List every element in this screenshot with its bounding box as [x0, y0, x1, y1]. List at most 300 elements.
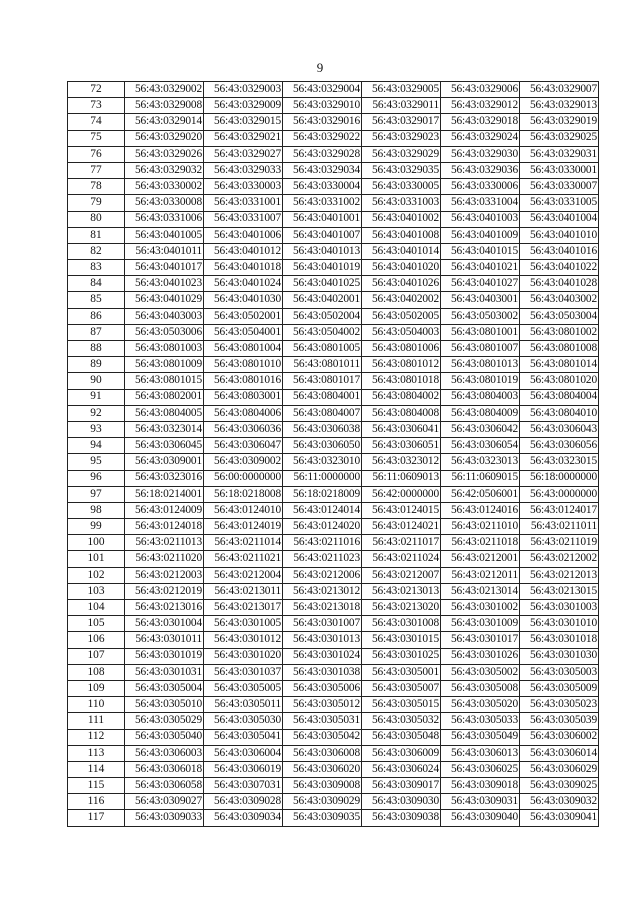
- row-number-cell: 95: [68, 454, 125, 470]
- table-row: [68, 162, 599, 178]
- table-body: [68, 82, 599, 827]
- table-row: [68, 243, 599, 259]
- cadastral-number-cell: 56:43:0212006: [283, 567, 362, 583]
- cadastral-number-cell: 56:43:0301019: [125, 648, 204, 664]
- row-number-cell: 74: [68, 114, 125, 130]
- page-number: 9: [316, 60, 324, 75]
- cadastral-number-cell: 56:43:0323016: [125, 470, 204, 486]
- table-row: [68, 454, 599, 470]
- table-row: [68, 583, 599, 599]
- cadastral-number-cell: 56:43:0309002: [204, 454, 283, 470]
- row-number-cell: 85: [68, 292, 125, 308]
- cadastral-number-cell: 56:43:0211011: [520, 519, 599, 535]
- cadastral-number-cell: 56:43:0305011: [204, 697, 283, 713]
- cadastral-number-cell: 56:43:0309030: [362, 794, 441, 810]
- cadastral-number-cell: 56:43:0211016: [283, 535, 362, 551]
- cadastral-number-cell: 56:43:0301024: [283, 648, 362, 664]
- row-number-cell: 101: [68, 551, 125, 567]
- cadastral-number-cell: 56:43:0301018: [520, 632, 599, 648]
- cadastral-number-cell: 56:43:0212007: [362, 567, 441, 583]
- cadastral-number-cell: 56:43:0801003: [125, 341, 204, 357]
- cadastral-number-cell: 56:43:0330008: [125, 195, 204, 211]
- table-row: [68, 486, 599, 502]
- cadastral-number-cell: 56:43:0329024: [441, 130, 520, 146]
- cadastral-number-cell: 56:43:0309038: [362, 810, 441, 826]
- cadastral-number-cell: 56:43:0301015: [362, 632, 441, 648]
- cadastral-number-cell: 56:43:0329007: [520, 82, 599, 98]
- cadastral-number-cell: 56:43:0305010: [125, 697, 204, 713]
- cadastral-number-cell: 56:43:0329017: [362, 114, 441, 130]
- cadastral-number-cell: 56:43:0301037: [204, 664, 283, 680]
- row-number-cell: 94: [68, 438, 125, 454]
- cadastral-number-cell: 56:43:0401012: [204, 243, 283, 259]
- cadastral-number-cell: 56:43:0213012: [283, 583, 362, 599]
- cadastral-number-cell: 56:43:0305041: [204, 729, 283, 745]
- cadastral-number-cell: 56:43:0801014: [520, 357, 599, 373]
- table-row: [68, 535, 599, 551]
- cadastral-number-cell: 56:43:0504003: [362, 324, 441, 340]
- cadastral-number-cell: 56:43:0301011: [125, 632, 204, 648]
- cadastral-number-cell: 56:43:0801004: [204, 341, 283, 357]
- cadastral-number-cell: 56:43:0329032: [125, 162, 204, 178]
- cadastral-number-cell: 56:43:0301009: [441, 616, 520, 632]
- cadastral-number-cell: 56:43:0330005: [362, 179, 441, 195]
- cadastral-number-cell: 56:43:0801007: [441, 341, 520, 357]
- table-row: [68, 421, 599, 437]
- table-row: [68, 438, 599, 454]
- cadastral-number-cell: 56:43:0401019: [283, 260, 362, 276]
- cadastral-number-cell: 56:43:0804005: [125, 405, 204, 421]
- row-number-cell: 91: [68, 389, 125, 405]
- cadastral-number-cell: 56:43:0306056: [520, 438, 599, 454]
- cadastral-number-cell: 56:43:0504001: [204, 324, 283, 340]
- cadastral-number-cell: 56:43:0309041: [520, 810, 599, 826]
- cadastral-number-cell: 56:43:0331003: [362, 195, 441, 211]
- cadastral-number-cell: 56:43:0329006: [441, 82, 520, 98]
- cadastral-number-cell: 56:43:0330003: [204, 179, 283, 195]
- cadastral-number-cell: 56:43:0329036: [441, 162, 520, 178]
- cadastral-number-cell: 56:43:0401004: [520, 211, 599, 227]
- cadastral-number-cell: 56:43:0801010: [204, 357, 283, 373]
- table-row: [68, 810, 599, 826]
- cadastral-number-cell: 56:43:0301002: [441, 600, 520, 616]
- cadastral-number-cell: 56:43:0329008: [125, 98, 204, 114]
- cadastral-number-cell: 56:43:0323010: [283, 454, 362, 470]
- table-row: [68, 794, 599, 810]
- cadastral-number-cell: 56:43:0403003: [125, 308, 204, 324]
- cadastral-number-cell: 56:43:0801016: [204, 373, 283, 389]
- cadastral-number-cell: 56:43:0301038: [283, 664, 362, 680]
- cadastral-number-cell: 56:43:0213011: [204, 583, 283, 599]
- row-number-cell: 80: [68, 211, 125, 227]
- table-row: [68, 745, 599, 761]
- cadastral-number-cell: 56:43:0211017: [362, 535, 441, 551]
- table-row: [68, 146, 599, 162]
- cadastral-number-cell: 56:43:0211024: [362, 551, 441, 567]
- cadastral-number-cell: 56:43:0323012: [362, 454, 441, 470]
- cadastral-number-cell: 56:43:0803001: [204, 389, 283, 405]
- cadastral-number-cell: 56:43:0329026: [125, 146, 204, 162]
- cadastral-number-cell: 56:43:0329014: [125, 114, 204, 130]
- cadastral-number-cell: 56:43:0305015: [362, 697, 441, 713]
- cadastral-number-cell: 56:43:0401008: [362, 227, 441, 243]
- cadastral-number-cell: 56:43:0329019: [520, 114, 599, 130]
- cadastral-number-cell: 56:43:0331006: [125, 211, 204, 227]
- cadastral-number-cell: 56:43:0804002: [362, 389, 441, 405]
- cadastral-number-cell: 56:18:0218008: [204, 486, 283, 502]
- cadastral-number-cell: 56:43:0329016: [283, 114, 362, 130]
- cadastral-number-cell: 56:43:0306009: [362, 745, 441, 761]
- table-row: [68, 713, 599, 729]
- row-number-cell: 117: [68, 810, 125, 826]
- row-number-cell: 75: [68, 130, 125, 146]
- cadastral-number-cell: 56:43:0329012: [441, 98, 520, 114]
- cadastral-number-cell: 56:43:0329034: [283, 162, 362, 178]
- table-row: [68, 664, 599, 680]
- cadastral-number-cell: 56:43:0403001: [441, 292, 520, 308]
- table-row: [68, 697, 599, 713]
- row-number-cell: 89: [68, 357, 125, 373]
- cadastral-number-cell: 56:43:0301005: [204, 616, 283, 632]
- cadastral-number-cell: 56:43:0804009: [441, 405, 520, 421]
- row-number-cell: 90: [68, 373, 125, 389]
- cadastral-number-cell: 56:43:0124019: [204, 519, 283, 535]
- cadastral-number-cell: 56:43:0212013: [520, 567, 599, 583]
- cadastral-number-cell: 56:43:0124017: [520, 502, 599, 518]
- cadastral-number-cell: 56:43:0306025: [441, 761, 520, 777]
- row-number-cell: 73: [68, 98, 125, 114]
- cadastral-number-cell: 56:43:0301008: [362, 616, 441, 632]
- cadastral-number-cell: 56:43:0305042: [283, 729, 362, 745]
- cadastral-number-cell: 56:43:0329030: [441, 146, 520, 162]
- cadastral-number-cell: 56:43:0306004: [204, 745, 283, 761]
- cadastral-number-cell: 56:42:0000000: [362, 486, 441, 502]
- cadastral-number-cell: 56:43:0212011: [441, 567, 520, 583]
- row-number-cell: 93: [68, 421, 125, 437]
- cadastral-number-cell: 56:43:0401021: [441, 260, 520, 276]
- cadastral-number-cell: 56:43:0306008: [283, 745, 362, 761]
- cadastral-number-cell: 56:43:0305006: [283, 680, 362, 696]
- cadastral-number-cell: 56:43:0305001: [362, 664, 441, 680]
- cadastral-number-cell: 56:43:0305005: [204, 680, 283, 696]
- cadastral-number-cell: 56:43:0401029: [125, 292, 204, 308]
- cadastral-number-cell: 56:43:0401023: [125, 276, 204, 292]
- row-number-cell: 78: [68, 179, 125, 195]
- cadastral-number-cell: 56:43:0329003: [204, 82, 283, 98]
- cadastral-number-cell: 56:43:0329021: [204, 130, 283, 146]
- cadastral-number-cell: 56:43:0401002: [362, 211, 441, 227]
- row-number-cell: 110: [68, 697, 125, 713]
- table-row: [68, 502, 599, 518]
- cadastral-number-cell: 56:11:0609013: [362, 470, 441, 486]
- row-number-cell: 114: [68, 761, 125, 777]
- cadastral-number-cell: 56:43:0309017: [362, 778, 441, 794]
- cadastral-number-cell: 56:43:0306019: [204, 761, 283, 777]
- cadastral-number-cell: 56:43:0301026: [441, 648, 520, 664]
- cadastral-number-cell: 56:43:0306036: [204, 421, 283, 437]
- cadastral-number-cell: 56:43:0000000: [520, 486, 599, 502]
- cadastral-number-cell: 56:43:0309033: [125, 810, 204, 826]
- cadastral-number-cell: 56:43:0306003: [125, 745, 204, 761]
- cadastral-number-cell: 56:43:0801005: [283, 341, 362, 357]
- cadastral-number-cell: 56:43:0305008: [441, 680, 520, 696]
- cadastral-number-cell: 56:43:0804006: [204, 405, 283, 421]
- row-number-cell: 113: [68, 745, 125, 761]
- cadastral-number-cell: 56:43:0305031: [283, 713, 362, 729]
- cadastral-number-cell: 56:00:0000000: [204, 470, 283, 486]
- cadastral-number-cell: 56:43:0402002: [362, 292, 441, 308]
- cadastral-number-cell: 56:43:0401016: [520, 243, 599, 259]
- cadastral-number-cell: 56:43:0401024: [204, 276, 283, 292]
- cadastral-number-cell: 56:43:0309035: [283, 810, 362, 826]
- cadastral-number-cell: 56:43:0212003: [125, 567, 204, 583]
- cadastral-number-cell: 56:43:0211020: [125, 551, 204, 567]
- row-number-cell: 98: [68, 502, 125, 518]
- cadastral-number-cell: 56:43:0401006: [204, 227, 283, 243]
- cadastral-number-cell: 56:43:0401013: [283, 243, 362, 259]
- cadastral-number-cell: 56:43:0401026: [362, 276, 441, 292]
- cadastral-number-cell: 56:43:0801020: [520, 373, 599, 389]
- table-row: [68, 729, 599, 745]
- table-row: [68, 778, 599, 794]
- cadastral-number-cell: 56:43:0213014: [441, 583, 520, 599]
- cadastral-number-cell: 56:43:0306018: [125, 761, 204, 777]
- row-number-cell: 115: [68, 778, 125, 794]
- cadastral-number-cell: 56:43:0306020: [283, 761, 362, 777]
- cadastral-number-cell: 56:43:0802001: [125, 389, 204, 405]
- cadastral-number-cell: 56:43:0329005: [362, 82, 441, 98]
- cadastral-number-cell: 56:43:0503002: [441, 308, 520, 324]
- cadastral-number-cell: 56:43:0330007: [520, 179, 599, 195]
- cadastral-number-cell: 56:43:0401030: [204, 292, 283, 308]
- cadastral-number-cell: 56:43:0329023: [362, 130, 441, 146]
- cadastral-number-cell: 56:43:0329002: [125, 82, 204, 98]
- cadastral-number-cell: 56:43:0329028: [283, 146, 362, 162]
- cadastral-number-cell: 56:43:0301012: [204, 632, 283, 648]
- cadastral-number-cell: 56:43:0306013: [441, 745, 520, 761]
- cadastral-number-cell: 56:43:0801008: [520, 341, 599, 357]
- cadastral-number-cell: 56:43:0329018: [441, 114, 520, 130]
- cadastral-number-cell: 56:43:0309025: [520, 778, 599, 794]
- row-number-cell: 100: [68, 535, 125, 551]
- row-number-cell: 104: [68, 600, 125, 616]
- cadastral-number-cell: 56:43:0309034: [204, 810, 283, 826]
- cadastral-number-cell: 56:43:0804010: [520, 405, 599, 421]
- cadastral-number-cell: 56:43:0804001: [283, 389, 362, 405]
- cadastral-number-cell: 56:43:0401010: [520, 227, 599, 243]
- cadastral-number-cell: 56:43:0331004: [441, 195, 520, 211]
- table-row: [68, 519, 599, 535]
- cadastral-number-cell: 56:43:0401020: [362, 260, 441, 276]
- row-number-cell: 109: [68, 680, 125, 696]
- table-row: [68, 632, 599, 648]
- cadastral-number-cell: 56:43:0305009: [520, 680, 599, 696]
- cadastral-number-cell: 56:43:0801011: [283, 357, 362, 373]
- cadastral-number-cell: 56:43:0804003: [441, 389, 520, 405]
- table-row: [68, 211, 599, 227]
- table-row: [68, 98, 599, 114]
- table-row: [68, 405, 599, 421]
- cadastral-number-cell: 56:43:0301013: [283, 632, 362, 648]
- row-number-cell: 82: [68, 243, 125, 259]
- cadastral-number-cell: 56:43:0329015: [204, 114, 283, 130]
- cadastral-number-cell: 56:43:0329010: [283, 98, 362, 114]
- cadastral-number-cell: 56:43:0309031: [441, 794, 520, 810]
- cadastral-number-cell: 56:43:0801018: [362, 373, 441, 389]
- cadastral-number-cell: 56:43:0306058: [125, 778, 204, 794]
- cadastral-number-cell: 56:43:0301010: [520, 616, 599, 632]
- cadastral-number-cell: 56:43:0504002: [283, 324, 362, 340]
- cadastral-number-cell: 56:43:0323013: [441, 454, 520, 470]
- cadastral-number-cell: 56:43:0330004: [283, 179, 362, 195]
- table-row: [68, 551, 599, 567]
- cadastral-number-cell: 56:43:0309018: [441, 778, 520, 794]
- cadastral-number-cell: 56:43:0212019: [125, 583, 204, 599]
- cadastral-number-cell: 56:43:0305032: [362, 713, 441, 729]
- row-number-cell: 106: [68, 632, 125, 648]
- cadastral-number-cell: 56:43:0329033: [204, 162, 283, 178]
- cadastral-number-cell: 56:43:0213016: [125, 600, 204, 616]
- cadastral-number-cell: 56:43:0211021: [204, 551, 283, 567]
- cadastral-number-cell: 56:43:0401005: [125, 227, 204, 243]
- cadastral-number-cell: 56:43:0306047: [204, 438, 283, 454]
- row-number-cell: 88: [68, 341, 125, 357]
- cadastral-number-cell: 56:43:0213017: [204, 600, 283, 616]
- cadastral-number-cell: 56:43:0306029: [520, 761, 599, 777]
- cadastral-number-cell: 56:43:0329035: [362, 162, 441, 178]
- cadastral-number-cell: 56:43:0124014: [283, 502, 362, 518]
- cadastral-number-cell: 56:43:0503006: [125, 324, 204, 340]
- cadastral-number-cell: 56:43:0309001: [125, 454, 204, 470]
- cadastral-number-cell: 56:43:0306051: [362, 438, 441, 454]
- table-row: [68, 600, 599, 616]
- cadastral-number-cell: 56:43:0301020: [204, 648, 283, 664]
- cadastral-number-cell: 56:43:0213013: [362, 583, 441, 599]
- cadastral-number-cell: 56:43:0306045: [125, 438, 204, 454]
- cadastral-number-cell: 56:43:0306042: [441, 421, 520, 437]
- cadastral-number-cell: 56:43:0309027: [125, 794, 204, 810]
- cadastral-number-cell: 56:43:0804007: [283, 405, 362, 421]
- row-number-cell: 111: [68, 713, 125, 729]
- cadastral-number-cell: 56:43:0801006: [362, 341, 441, 357]
- cadastral-number-cell: 56:43:0305049: [441, 729, 520, 745]
- cadastral-number-cell: 56:43:0502001: [204, 308, 283, 324]
- cadastral-number-cell: 56:43:0301030: [520, 648, 599, 664]
- cadastral-number-cell: 56:43:0305040: [125, 729, 204, 745]
- cadastral-number-cell: 56:43:0305003: [520, 664, 599, 680]
- cadastral-table: [67, 81, 599, 827]
- cadastral-number-cell: 56:43:0804008: [362, 405, 441, 421]
- cadastral-number-cell: 56:43:0124018: [125, 519, 204, 535]
- cadastral-number-cell: 56:43:0306038: [283, 421, 362, 437]
- table-row: [68, 761, 599, 777]
- row-number-cell: 87: [68, 324, 125, 340]
- cadastral-number-cell: 56:43:0801009: [125, 357, 204, 373]
- cadastral-number-cell: 56:43:0124015: [362, 502, 441, 518]
- cadastral-number-cell: 56:43:0329011: [362, 98, 441, 114]
- cadastral-number-cell: 56:43:0801015: [125, 373, 204, 389]
- cadastral-number-cell: 56:43:0329029: [362, 146, 441, 162]
- cadastral-number-cell: 56:43:0305048: [362, 729, 441, 745]
- cadastral-number-cell: 56:43:0306041: [362, 421, 441, 437]
- cadastral-number-cell: 56:43:0309032: [520, 794, 599, 810]
- row-number-cell: 72: [68, 82, 125, 98]
- row-number-cell: 79: [68, 195, 125, 211]
- table-row: [68, 680, 599, 696]
- table-row: [68, 114, 599, 130]
- row-number-cell: 102: [68, 567, 125, 583]
- row-number-cell: 81: [68, 227, 125, 243]
- cadastral-number-cell: 56:43:0401007: [283, 227, 362, 243]
- cadastral-number-cell: 56:43:0401025: [283, 276, 362, 292]
- row-number-cell: 107: [68, 648, 125, 664]
- cadastral-number-cell: 56:43:0401009: [441, 227, 520, 243]
- cadastral-number-cell: 56:43:0502005: [362, 308, 441, 324]
- table-row: [68, 470, 599, 486]
- cadastral-number-cell: 56:43:0301025: [362, 648, 441, 664]
- table-row: [68, 292, 599, 308]
- row-number-cell: 112: [68, 729, 125, 745]
- cadastral-number-cell: 56:43:0401028: [520, 276, 599, 292]
- cadastral-number-cell: 56:43:0503004: [520, 308, 599, 324]
- cadastral-number-cell: 56:43:0401014: [362, 243, 441, 259]
- table-row: [68, 616, 599, 632]
- cadastral-number-cell: 56:43:0211018: [441, 535, 520, 551]
- cadastral-number-cell: 56:43:0401001: [283, 211, 362, 227]
- cadastral-number-cell: 56:43:0212001: [441, 551, 520, 567]
- row-number-cell: 97: [68, 486, 125, 502]
- cadastral-number-cell: 56:43:0309029: [283, 794, 362, 810]
- cadastral-number-cell: 56:43:0307031: [204, 778, 283, 794]
- row-number-cell: 116: [68, 794, 125, 810]
- cadastral-number-cell: 56:18:0218009: [283, 486, 362, 502]
- cadastral-number-cell: 56:43:0330002: [125, 179, 204, 195]
- cadastral-number-cell: 56:43:0401015: [441, 243, 520, 259]
- cadastral-number-cell: 56:43:0301031: [125, 664, 204, 680]
- cadastral-number-cell: 56:43:0213015: [520, 583, 599, 599]
- cadastral-number-cell: 56:43:0804004: [520, 389, 599, 405]
- cadastral-number-cell: 56:43:0323015: [520, 454, 599, 470]
- table-row: [68, 567, 599, 583]
- row-number-cell: 108: [68, 664, 125, 680]
- cadastral-number-cell: 56:43:0401022: [520, 260, 599, 276]
- cadastral-number-cell: 56:43:0306050: [283, 438, 362, 454]
- table-row: [68, 357, 599, 373]
- cadastral-number-cell: 56:43:0301004: [125, 616, 204, 632]
- cadastral-number-cell: 56:43:0330006: [441, 179, 520, 195]
- table-row: [68, 373, 599, 389]
- cadastral-number-cell: 56:43:0329020: [125, 130, 204, 146]
- table-row: [68, 179, 599, 195]
- cadastral-number-cell: 56:43:0329004: [283, 82, 362, 98]
- cadastral-number-cell: 56:43:0801012: [362, 357, 441, 373]
- cadastral-number-cell: 56:43:0401017: [125, 260, 204, 276]
- row-number-cell: 77: [68, 162, 125, 178]
- table-row: [68, 389, 599, 405]
- cadastral-number-cell: 56:43:0124016: [441, 502, 520, 518]
- cadastral-number-cell: 56:43:0211019: [520, 535, 599, 551]
- table-row: [68, 276, 599, 292]
- row-number-cell: 103: [68, 583, 125, 599]
- cadastral-number-cell: 56:43:0305033: [441, 713, 520, 729]
- cadastral-number-cell: 56:42:0506001: [441, 486, 520, 502]
- cadastral-number-cell: 56:43:0329027: [204, 146, 283, 162]
- table-row: [68, 82, 599, 98]
- cadastral-number-cell: 56:11:0609015: [441, 470, 520, 486]
- cadastral-number-cell: 56:43:0305020: [441, 697, 520, 713]
- table-row: [68, 130, 599, 146]
- table-row: [68, 648, 599, 664]
